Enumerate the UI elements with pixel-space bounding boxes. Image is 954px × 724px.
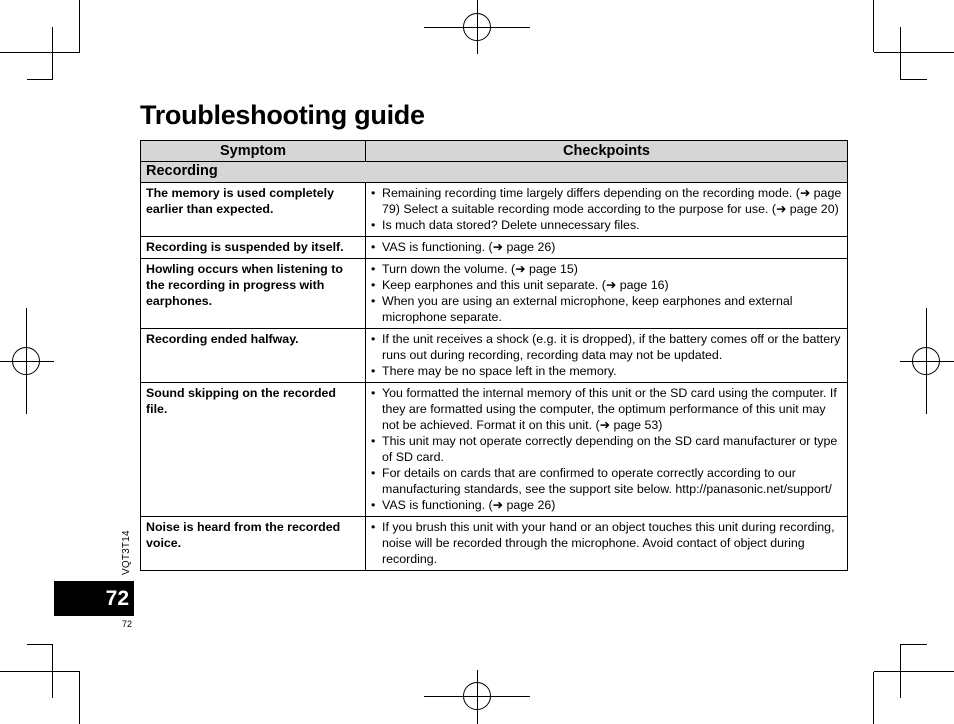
table-row [141,259,848,329]
checkpoints-cell [366,183,848,237]
checkpoints-cell [366,329,848,383]
troubleshooting-table [140,140,848,571]
symptom-cell: Sound skipping on the recorded file. [141,383,366,517]
checkpoint-item: • Turn down the volume. (➜ page 15) [371,261,842,277]
checkpoint-item: • Is much data stored? Delete unnecessary files. [371,217,842,233]
checkpoint-item: • Remaining recording time largely differs depending on the recording mode. (➜ page 79) Select a suitable recording mode according to the purpose for use. (➜ page 20) [371,185,842,217]
table-row [141,517,848,571]
section-row [141,162,848,183]
checkpoint-item: • This unit may not operate correctly depending on the SD card manufacturer or type of SD card. [371,433,842,465]
section-recording: Recording [141,162,848,183]
checkpoint-item: • For details on cards that are confirmed to operate correctly according to our manufacturing standards, see the support site below. http://panasonic.net/support/ [371,465,842,497]
checkpoint-item: • VAS is functioning. (➜ page 26) [371,239,842,255]
symptom-cell: Recording ended halfway. [141,329,366,383]
checkpoint-item: • Keep earphones and this unit separate. (➜ page 16) [371,277,842,293]
page-number-small: 72 [122,619,133,629]
symptom-cell: Howling occurs when listening to the recording in progress with earphones. [141,259,366,329]
checkpoints-cell [366,383,848,517]
table-row [141,183,848,237]
checkpoint-item: • There may be no space left in the memory. [371,363,842,379]
symptom-header: Symptom [141,141,366,162]
checkpoints-cell [366,259,848,329]
checkpoints-cell [366,517,848,571]
checkpoint-item: • If you brush this unit with your hand or an object touches this unit during recording, noise will be recorded through the microphone. Avoid contact of object during recording. [371,519,842,567]
checkpoint-item: • VAS is functioning. (➜ page 26) [371,497,842,513]
checkpoint-item: • You formatted the internal memory of this unit or the SD card using the computer. If they are formatted using the computer, the optimum performance of this unit may not be achieved. Format it on this unit. (➜ page 53) [371,385,842,433]
symptom-cell: The memory is used completely earlier than expected. [141,183,366,237]
symptom-cell: Noise is heard from the recorded voice. [141,517,366,571]
table-row [141,237,848,259]
symptom-cell: Recording is suspended by itself. [141,237,366,259]
checkpoints-header: Checkpoints [366,141,848,162]
checkpoint-item: • When you are using an external microphone, keep earphones and external microphone separate. [371,293,842,325]
table-row [141,329,848,383]
checkpoint-item: • If the unit receives a shock (e.g. it is dropped), if the battery comes off or the battery runs out during recording, recording data may not be updated. [371,331,842,363]
page-number-tab: 72 [54,581,134,616]
page-title: Troubleshooting guide [140,100,425,130]
table-row [141,383,848,517]
checkpoints-cell [366,237,848,259]
table-header-row [141,141,848,162]
document-code: VQT3T14 [121,530,132,575]
